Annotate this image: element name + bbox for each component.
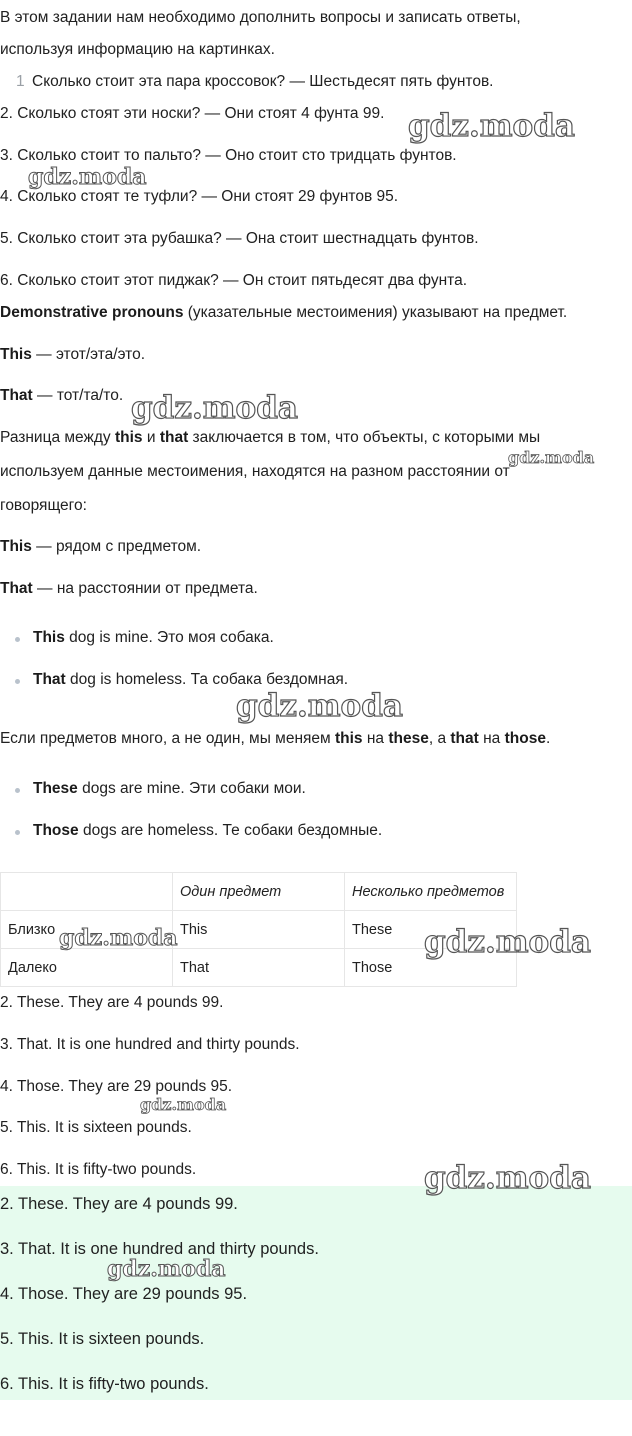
term-bold: Those bbox=[33, 822, 79, 839]
highlighted-answer-box bbox=[0, 1186, 632, 1400]
term-bold: those bbox=[504, 730, 546, 747]
definition-text: — тот/та/то. bbox=[32, 387, 124, 404]
example-text: dogs are homeless. Те собаки бездомные. bbox=[78, 822, 383, 839]
table-row bbox=[1, 911, 517, 949]
highlighted-answer-5: 6. This. It is fifty-two pounds. bbox=[0, 1375, 209, 1393]
qa-item-4: 4. Сколько стоят те туфли? — Они стоят 29 фунтов 95. bbox=[0, 188, 399, 205]
term-bold: That bbox=[0, 387, 33, 404]
intro-line-1: В этом задании нам необходимо дополнить вопросы и записать ответы, bbox=[0, 9, 521, 26]
table-header-cell: Один предмет bbox=[173, 873, 345, 911]
qa-item-6: 6. Сколько стоит этот пиджак? — Он стоит пятьдесят два фунта. bbox=[0, 272, 468, 289]
watermark-logo: gdz.moda bbox=[28, 164, 147, 190]
highlighted-answer-1: 2. These. They are 4 pounds 99. bbox=[0, 1195, 238, 1213]
table-header-cell: Несколько предметов bbox=[345, 873, 517, 911]
intro-line-2: используя информацию на картинках. bbox=[0, 41, 275, 58]
watermark-logo: gdz.moda bbox=[508, 448, 595, 467]
text: Разница между bbox=[0, 429, 115, 446]
qa-item-2: 2. Сколько стоят эти носки? — Они стоят 4 фунта 99. bbox=[0, 105, 385, 122]
text: Если предметов много, а не один, мы меняем bbox=[0, 730, 335, 747]
qa-item-3: 3. Сколько стоит то пальто? — Оно стоит сто тридцать фунтов. bbox=[0, 147, 457, 164]
bullet-dot bbox=[15, 830, 20, 835]
table-cell: Близко bbox=[1, 911, 173, 949]
answer-line-1: 2. These. They are 4 pounds 99. bbox=[0, 994, 224, 1011]
example-text: dog is homeless. Та собака бездомная. bbox=[65, 671, 349, 688]
term-bold: That bbox=[0, 580, 33, 597]
example-text: dog is mine. Это моя собака. bbox=[64, 629, 274, 646]
table-cell: Далеко bbox=[1, 949, 173, 987]
theory-paragraph bbox=[0, 303, 567, 323]
watermark-logo: gdz.moda bbox=[424, 924, 591, 960]
term-bold: This bbox=[0, 346, 32, 363]
difference-line-2: используем данные местоимения, находятся на разном расстоянии от bbox=[0, 463, 510, 480]
this-definition bbox=[0, 345, 145, 365]
watermark-logo: gdz.moda bbox=[408, 108, 575, 144]
table-header-cell bbox=[1, 873, 173, 911]
list-number: 1 bbox=[16, 73, 25, 90]
text: на bbox=[362, 730, 389, 747]
near-definition bbox=[0, 537, 201, 557]
qa-text: Сколько стоит эта пара кроссовок? — Шестьдесят пять фунтов. bbox=[32, 73, 494, 90]
text: на bbox=[478, 730, 505, 747]
definition-text: — этот/эта/это. bbox=[31, 346, 146, 363]
watermark-logo: gdz.moda bbox=[140, 1095, 227, 1114]
answer-line-2: 3. That. It is one hundred and thirty pounds. bbox=[0, 1036, 300, 1053]
qa-item-1 bbox=[0, 72, 494, 92]
pronoun-table bbox=[0, 872, 517, 987]
text: заключается в том, что объекты, с которыми мы bbox=[188, 429, 541, 446]
highlighted-answer-4: 5. This. It is sixteen pounds. bbox=[0, 1330, 205, 1348]
example-item-4 bbox=[33, 821, 382, 841]
watermark-logo: gdz.moda bbox=[107, 1256, 226, 1282]
answer-line-5: 6. This. It is fifty-two pounds. bbox=[0, 1161, 197, 1178]
term-bold: these bbox=[388, 730, 429, 747]
watermark-logo: gdz.moda bbox=[424, 1160, 591, 1196]
term-bold: This bbox=[0, 538, 32, 555]
watermark-logo: gdz.moda bbox=[59, 925, 178, 951]
bullet-dot bbox=[15, 637, 20, 642]
term-bold: this bbox=[334, 730, 363, 747]
text: и bbox=[142, 429, 160, 446]
bullet-dot bbox=[15, 788, 20, 793]
table-cell: Those bbox=[345, 949, 517, 987]
far-definition bbox=[0, 579, 258, 599]
watermark-logo: gdz.moda bbox=[236, 688, 403, 724]
that-definition bbox=[0, 386, 123, 406]
difference-line-1 bbox=[0, 428, 540, 448]
bullet-dot bbox=[15, 679, 20, 684]
term-bold: that bbox=[450, 730, 479, 747]
definition-text: — на расстоянии от предмета. bbox=[32, 580, 258, 597]
term-bold: that bbox=[159, 429, 189, 446]
example-item-1 bbox=[33, 628, 274, 648]
answer-line-3: 4. Those. They are 29 pounds 95. bbox=[0, 1078, 233, 1095]
table-cell: These bbox=[345, 911, 517, 949]
example-text: dogs are mine. Эти собаки мои. bbox=[77, 780, 306, 797]
answer-line-4: 5. This. It is sixteen pounds. bbox=[0, 1119, 192, 1136]
term-bold: That bbox=[33, 671, 66, 688]
highlighted-answer-3: 4. Those. They are 29 pounds 95. bbox=[0, 1285, 248, 1303]
term-bold: These bbox=[33, 780, 78, 797]
table-cell: This bbox=[173, 911, 345, 949]
watermark-logo: gdz.moda bbox=[131, 390, 298, 426]
term-bold: this bbox=[114, 429, 143, 446]
qa-item-5: 5. Сколько стоит эта рубашка? — Она стоит шестнадцать фунтов. bbox=[0, 230, 479, 247]
highlighted-answer-2: 3. That. It is one hundred and thirty pounds. bbox=[0, 1240, 319, 1258]
text: , а bbox=[428, 730, 451, 747]
term-bold: This bbox=[33, 629, 65, 646]
plural-rule bbox=[0, 729, 550, 749]
table-header-row bbox=[1, 873, 517, 911]
example-item-2 bbox=[33, 670, 348, 690]
theory-text: (указательные местоимения) указывают на предмет. bbox=[183, 304, 568, 321]
text: . bbox=[545, 730, 551, 747]
term-bold: Demonstrative pronouns bbox=[0, 304, 184, 321]
difference-line-3: говорящего: bbox=[0, 497, 87, 514]
definition-text: — рядом с предметом. bbox=[31, 538, 202, 555]
example-item-3 bbox=[33, 779, 306, 799]
table-cell: That bbox=[173, 949, 345, 987]
table-row bbox=[1, 949, 517, 987]
